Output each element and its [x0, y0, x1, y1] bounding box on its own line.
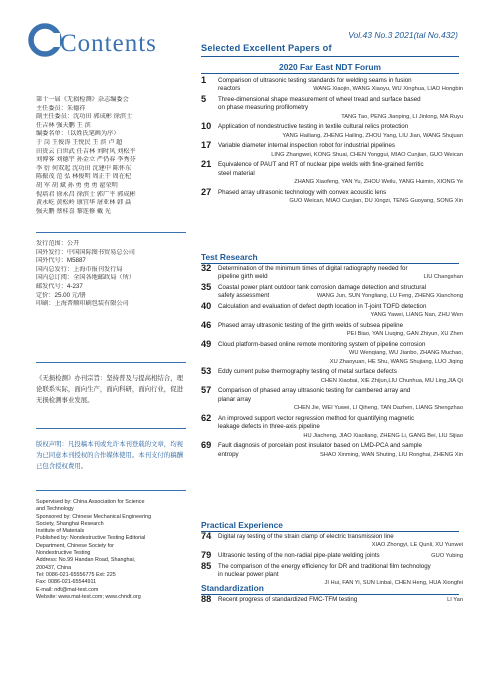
page-number: 27 [201, 186, 212, 197]
article-authors: WANG Xiaojin, WANG Xiaoyu, WU Xinghua, LIAO Hongbin [313, 86, 463, 93]
page-number: 46 [201, 320, 212, 330]
toc-entry[interactable] [201, 533, 463, 550]
article-authors: TANG Tao, PENG Jianping, LI Jinlong, MA Ruyu [341, 113, 463, 120]
article-authors: GUO Weican, MIAO Cunjian, DU Xingzi, TENG Guoyang, SONG Xin [289, 198, 463, 205]
article-authors: CHEN Xiaobai, XIE Zhijun,LIU Chunhua, MU Ling,JIA Qi [320, 377, 463, 384]
article-title: Ultrasonic testing of the non-radial pipe-plate welding joints [218, 552, 380, 559]
section-heading: Test Research [201, 252, 459, 262]
info-line: Institute of Materials [36, 528, 85, 535]
article-title: entropy [218, 450, 239, 458]
info-line: 发行范围：公开 [36, 240, 80, 247]
toc-entry[interactable] [201, 161, 463, 186]
article-title: Recent progress of standardized FMC-TFM testing [218, 596, 358, 603]
info-line: 刘博客 刘德宇 孙金立 严仍春 李秀芬 [36, 156, 136, 164]
info-line: 国外代号：M5887 [36, 257, 86, 265]
info-line: 印刷：上海普顺印刷包装有限公司 [36, 300, 129, 308]
info-line: Supervised by: China Association for Science [36, 499, 145, 505]
info-line: 陈振茂 范 弘 林俊明 周正干 周在杞 [36, 173, 132, 181]
article-authors: LIU Changshan [423, 274, 463, 281]
article-title: The comparison of the energy efficiency for DR and traditional film technology [218, 562, 431, 570]
contents-logo [28, 18, 188, 58]
page-number: 40 [201, 301, 212, 311]
article-title: Comparison of ultrasonic testing standards for welding seams in fusion [218, 77, 412, 84]
purpose-statement: 《无损检测》办刊宗旨：坚持普及与提高相结合，理论联系实际，面向生产，面向科研，面向行业，促进无损检测事业发展。 [36, 375, 183, 404]
info-line: Published by: Nondestructive Testing Editorial [36, 535, 146, 542]
article-authors: XIAO Zhongyi, LE Qunli, XU Yunwei [371, 542, 463, 549]
article-title: leakage defects in three-axis pipeline [218, 423, 320, 431]
divider [36, 428, 186, 429]
article-title: in nuclear power plant [218, 571, 279, 578]
article-title: Phased array ultrasonic technology with convex acoustic lens [218, 188, 387, 196]
info-line: Address: No.99 Handan Road, Shanghai, [36, 557, 136, 564]
toc-entry[interactable] [201, 77, 463, 94]
article-authors: XU Zhaoyuan, HE Shu, WANG Shujiang, LUO Jiqing [329, 358, 463, 365]
info-line: 第十一届《无损检测》杂志编委会 [36, 96, 129, 103]
info-line: Society, Shanghai Research [36, 520, 104, 527]
page-number: 74 [201, 531, 212, 541]
article-title: pipeline girth weld [218, 273, 268, 281]
info-line: 田贵云 白世武 任吉林 刘时风 刘松平 [36, 147, 136, 155]
page-number: 35 [201, 282, 212, 292]
article-title: Variable diameter internal inspection robot for industrial pipelines [218, 142, 396, 150]
page-number: 62 [201, 412, 212, 423]
page-number: 49 [201, 339, 212, 349]
page-number: 5 [201, 94, 207, 104]
toc-entry[interactable] [201, 368, 463, 385]
page-number: 10 [201, 121, 212, 132]
toc-entry[interactable] [201, 596, 463, 604]
info-line: Tel: 0086-021-65556775 Ext: 225 [36, 571, 116, 578]
article-title: Determination of the minimum times of digital radiography needed for [218, 265, 408, 272]
divider [36, 490, 186, 491]
article-title: Fault diagnosis of porcelain post insulator based on LMD-PCA and sample [218, 442, 422, 450]
section-rule [201, 73, 459, 74]
info-line: 编委名单：（以姓氏笔画为序） [36, 130, 120, 138]
article-title: Application of nondestructive testing in textile cultural relics protection [218, 123, 409, 131]
toc-entry[interactable] [201, 142, 463, 159]
page-number: 32 [201, 263, 212, 273]
page-number: 69 [201, 440, 212, 451]
forum-title: 2020 Far East NDT Forum [279, 62, 381, 72]
article-authors: CHEN Jie, WEI Yuwei, LI Qiheng, TAN Dazhen, LIANG Shengzhao [293, 405, 463, 412]
article-authors: SHAO Xinming, WAN Shuting, LIU Ronghai, ZHENG Xin [320, 451, 463, 458]
toc-entry[interactable] [201, 123, 463, 140]
article-title: on phase measuring profilometry [218, 104, 309, 112]
article-title: Cloud platform-based online remote monitoring system of pipeline corrosion [218, 341, 426, 348]
toc-entry[interactable] [201, 387, 463, 412]
info-line: 胡 军 胡 斌 孙 勇 勇 勇 翟荣明 [36, 181, 118, 189]
copyright-notice: 版权声明：凡投稿本刊或允许本刊登载的文章，均视为已同意本刊授权的合作媒体使用。本刊支付的稿酬已包含授权费用。 [36, 441, 183, 470]
page-number: 1 [201, 75, 207, 85]
page-number: 57 [201, 385, 212, 396]
article-authors: GUO Yubing [431, 553, 463, 559]
article-title: reactors [218, 85, 241, 93]
info-line: Fax: 0086-021-65544911 [36, 579, 97, 586]
page-number: 85 [201, 560, 212, 571]
article-authors: PEI Biao, YAN Liuqing, GAN Zhiyun, XU Zhen [346, 331, 463, 338]
article-authors: LI Yan [447, 597, 463, 603]
toc-entry[interactable] [201, 552, 463, 560]
page-number: 17 [201, 140, 212, 151]
info-line: 国内总发行：上海市报刊发行局 [36, 265, 123, 273]
toc-entry[interactable] [201, 412, 463, 440]
info-line: 于 岗 王俊涛 王悦民 王 滨 卢 超 [36, 138, 123, 146]
info-line: Website: www.mat-test.com; www.chndt.org [36, 593, 141, 600]
page-number: 21 [201, 159, 212, 170]
article-title: Calculation and evaluation of defect depth location in T-joint TOFD detection [218, 303, 427, 310]
divider [36, 232, 186, 233]
article-authors: WU Wenqiang, WU Jianbo, ZHANG Muchao, [349, 350, 463, 357]
article-title: Phased array ultrasonic testing of the girth welds of subsea pipeline [218, 322, 404, 329]
article-title: Equivalence of PAUT and RT of nuclear pipe welds with fine-grained ferritic [218, 161, 424, 169]
info-line: 主任委员：朱德祥 [36, 104, 86, 112]
toc-entry[interactable] [201, 265, 463, 282]
toc-entry[interactable] [201, 96, 463, 121]
info-line: Department, Chinese Society for [36, 542, 114, 549]
info-line: 倪培君 徐永昌 徐滨士 郭广平 郭成彬 [36, 190, 136, 198]
article-authors: JI Hui, FAN Yi, SUN Linbai, CHEN Heng, HUA Xiongfei [324, 580, 463, 587]
info-line: 李 衍 何双起 沈功田 沈建中 陈怀东 [36, 164, 132, 172]
article-authors: WANG Jun, SUN Yongliang, LU Feng, ZHENG Xianchong [316, 293, 463, 300]
info-line: 国外发行：中国国际图书贸易总公司 [36, 248, 135, 256]
toc-entry[interactable] [201, 322, 463, 339]
toc-entry[interactable] [201, 284, 463, 301]
section-heading: Standardization [201, 583, 459, 593]
info-line: 200437, China [36, 564, 72, 571]
article-authors: LING Zhangwei, KONG Shuai, CHEN Yonggui, MIAO Cunjian, GUO Weican [271, 151, 463, 158]
info-line: 副主任委员：沈功田 郭成彬 徐滨士 [36, 113, 133, 121]
info-line: 强天鹏 蔡桂喜 黎连修 戴 光 [36, 207, 111, 215]
info-line: and Technology [36, 506, 74, 513]
volume-info: Vol.43 No.3 2021(tal No.432) [348, 30, 458, 40]
page-title: Selected Excellent Papers of [201, 43, 332, 53]
article-title: Digital ray testing of the strain clamp of electric transmission line [218, 533, 394, 540]
english-publication-info [36, 499, 186, 601]
article-title: safety assessment [218, 292, 270, 300]
page-number: 79 [201, 550, 212, 560]
info-line: Nondestructive Testing [36, 550, 91, 557]
section-heading: Practical Experience [201, 520, 459, 530]
info-line: E-mail: ndt@mat-test.com [36, 586, 99, 593]
article-title: Comparison of phased array ultrasonic testing for cambered array and [218, 387, 411, 395]
info-line: 国内总订阅：全国各地邮政局（所） [36, 274, 135, 282]
logo-text: Contents [60, 30, 157, 57]
info-line: 邮发代号：4-237 [36, 282, 83, 290]
article-title: Eddy current pulse thermography testing of metal surface defects [218, 368, 397, 376]
toc-entry[interactable] [201, 303, 463, 320]
info-line: Sponsored by: Chinese Mechanical Engineering [36, 513, 152, 520]
article-title: planar array [218, 395, 252, 403]
editorial-committee [36, 96, 196, 216]
publication-info [36, 240, 196, 309]
info-line: 定价：25.00 元/册 [36, 291, 86, 299]
section-rule [201, 56, 459, 57]
article-authors: HU Jiacheng, JIAO Xiaoliang, ZHENG Li, GANG Bei, LIU Sijiao [303, 432, 463, 439]
article-authors: YANG Yawei, LIANG Nan, ZHU Wen [370, 312, 463, 319]
info-line: 任吉林 强天鹏 王 滨 [36, 121, 91, 129]
toc-entry[interactable] [201, 186, 463, 206]
article-authors: ZHANG Xiaofeng, YAN Yu, ZHOU Weilu, YANG Huimin, XIONG Ye [294, 179, 463, 186]
toc-entry[interactable] [201, 341, 463, 366]
article-authors: YANG Hailiang, ZHENG Hailing, ZHOU Yang, LIU Jian, WANG Shujuan [282, 132, 463, 139]
article-title: Three-dimensional shape measurement of wheel tread and surface based [218, 96, 421, 103]
page-number: 53 [201, 366, 212, 377]
page-number: 88 [201, 594, 212, 604]
divider [36, 362, 186, 363]
article-title: steel material [218, 169, 255, 177]
article-title: Coastal power plant outdoor tank corrosion damage detection and structural [218, 284, 427, 291]
info-line: 黄永屹 黄松岭 康宜华 屠亚林 韩 焱 [36, 199, 132, 207]
toc-entry[interactable] [201, 442, 463, 459]
article-title: An improved support vector regression method for quantifying magnetic [218, 414, 415, 422]
